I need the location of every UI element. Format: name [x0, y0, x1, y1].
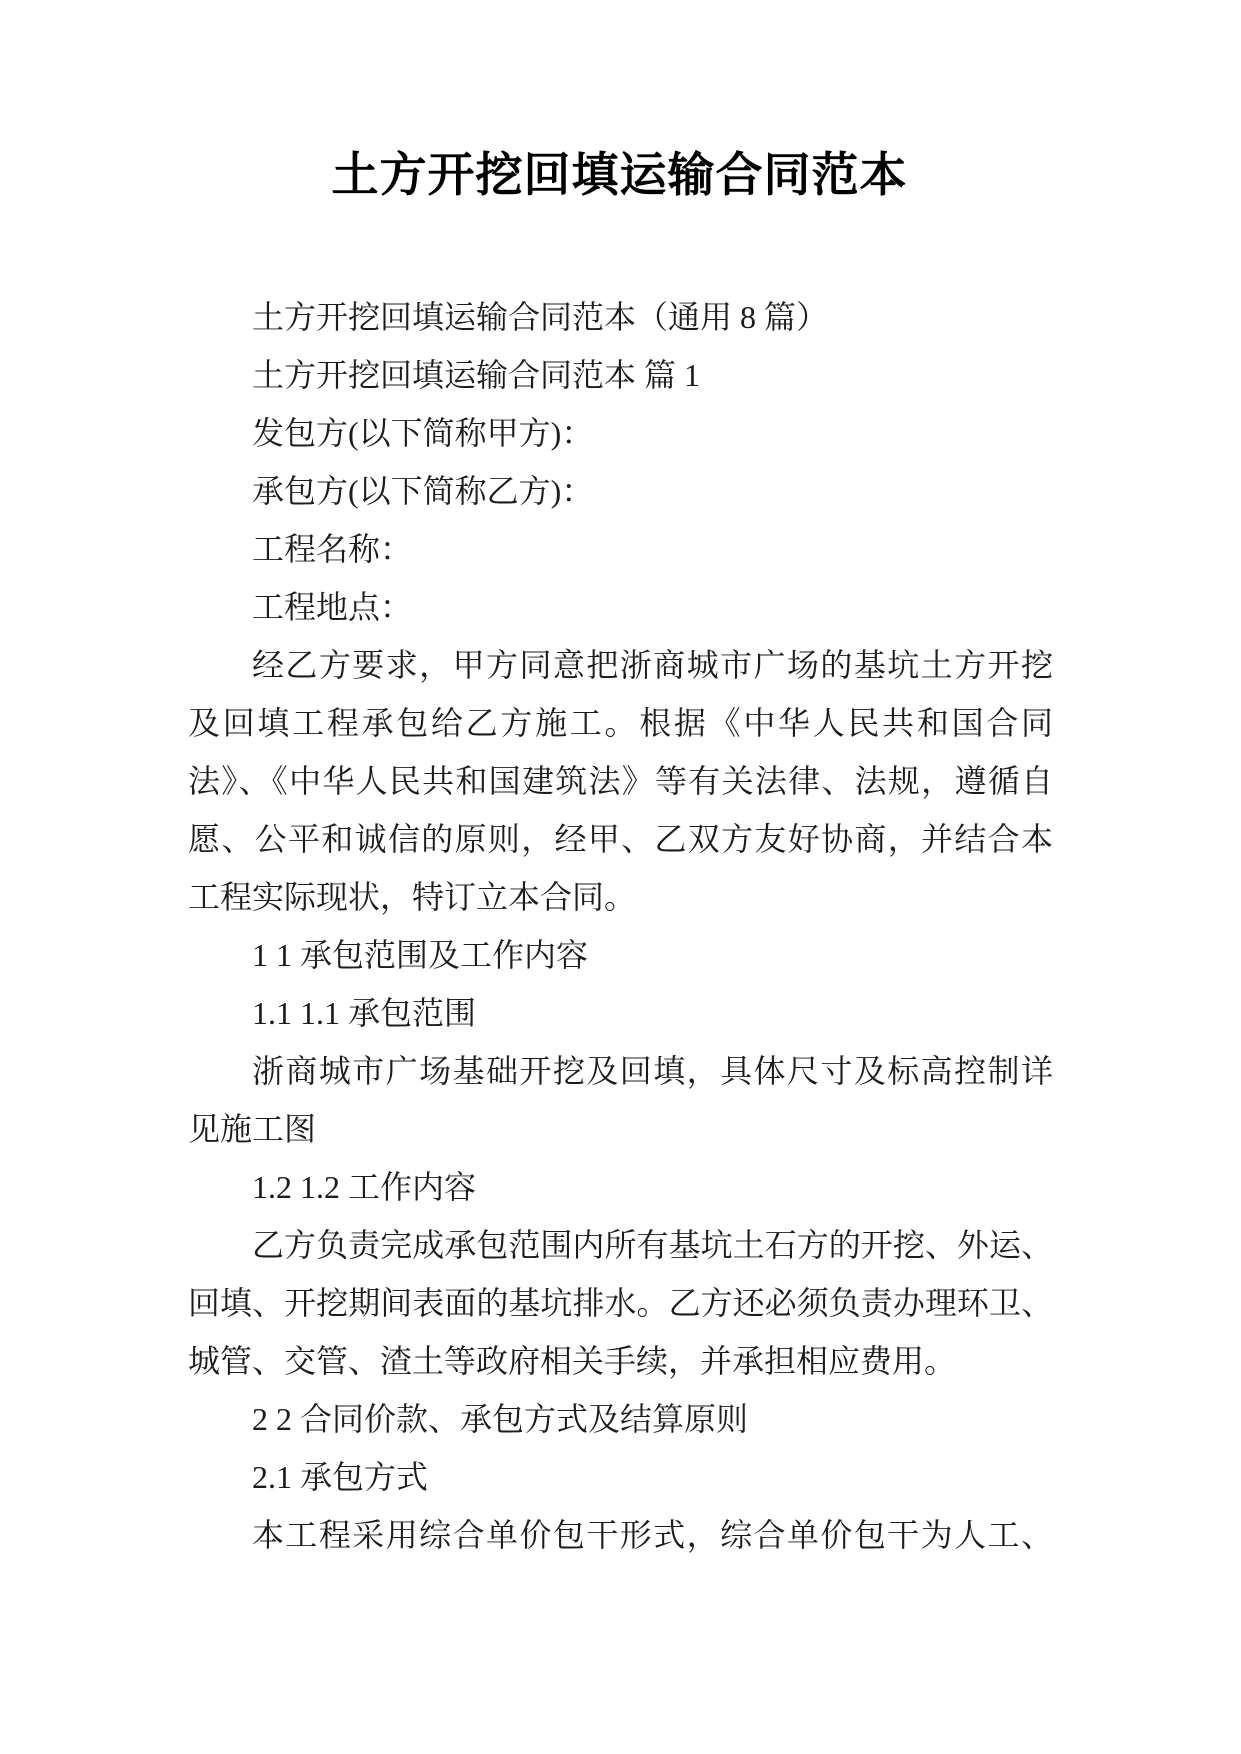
- paragraph: [188, 1390, 1053, 1448]
- text-line: 土方开挖回填运输合同范本（通用 8 篇）: [252, 299, 829, 335]
- paragraph: [188, 346, 1053, 404]
- text-line: 土方开挖回填运输合同范本 篇 1: [252, 357, 701, 393]
- text-line: 工程实际现状，特订立本合同。: [188, 879, 637, 915]
- paragraph: [188, 288, 1053, 346]
- text-line: 及回填工程承包给乙方施工。根据《中华人民共和国合同: [188, 705, 1053, 741]
- text-line: 经乙方要求，甲方同意把浙商城市广场的基坑土方开挖: [252, 647, 1053, 683]
- paragraph: [188, 520, 1053, 578]
- paragraph: [188, 984, 1053, 1042]
- text-line: 1.2 1.2 工作内容: [252, 1169, 477, 1205]
- text-line: 承包方(以下简称乙方)：: [252, 473, 594, 509]
- text-line: 工程名称：: [252, 531, 413, 567]
- paragraph: [188, 636, 1053, 926]
- document-body: [188, 288, 1053, 1564]
- text-line: 愿、公平和诚信的原则，经甲、乙双方友好协商，并结合本: [188, 821, 1053, 857]
- paragraph: [188, 462, 1053, 520]
- text-line: 1.1 1.1 承包范围: [252, 995, 477, 1031]
- text-line: 乙方负责完成承包范围内所有基坑土石方的开挖、外运、: [252, 1227, 1053, 1263]
- paragraph: [188, 1448, 1053, 1506]
- text-line: 浙商城市广场基础开挖及回填，具体尺寸及标高控制详: [252, 1053, 1053, 1089]
- page-title: 土方开挖回填运输合同范本: [331, 150, 908, 202]
- text-line: 工程地点：: [252, 589, 413, 625]
- text-line: 城管、交管、渣土等政府相关手续，并承担相应费用。: [188, 1343, 957, 1379]
- text-line: 2.1 承包方式: [252, 1459, 429, 1495]
- text-line: 回填、开挖期间表面的基坑排水。乙方还必须负责办理环卫、: [188, 1285, 1053, 1321]
- text-line: 1 1 承包范围及工作内容: [252, 937, 589, 973]
- paragraph: [188, 1506, 1053, 1564]
- text-line: 法》、《中华人民共和国建筑法》等有关法律、法规，遵循自: [188, 763, 1053, 799]
- paragraph: [188, 1158, 1053, 1216]
- text-line: 本工程采用综合单价包干形式，综合单价包干为人工、: [252, 1517, 1053, 1553]
- paragraph: [188, 404, 1053, 462]
- paragraph: [188, 1042, 1053, 1158]
- paragraph: [188, 926, 1053, 984]
- text-line: 见施工图: [188, 1111, 317, 1147]
- text-line: 发包方(以下简称甲方)：: [252, 415, 594, 451]
- paragraph: [188, 578, 1053, 636]
- text-line: 2 2 合同价款、承包方式及结算原则: [252, 1401, 749, 1437]
- paragraph: [188, 1216, 1053, 1390]
